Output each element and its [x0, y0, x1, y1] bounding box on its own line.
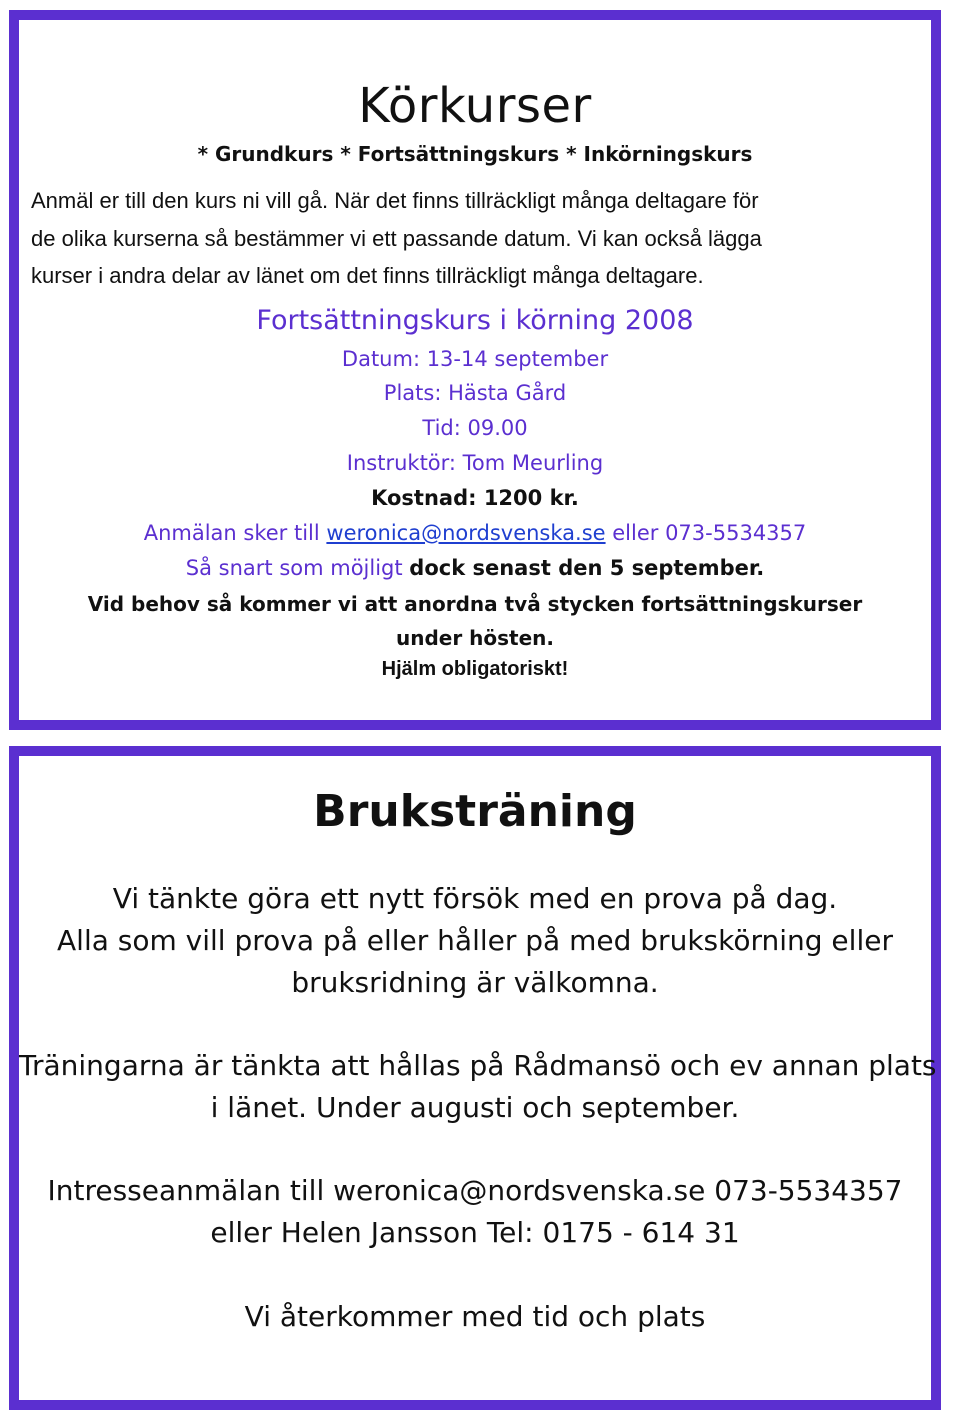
korkurser-panel: [9, 10, 941, 730]
extra-courses-line-1: Vid behov så kommer vi att anordna två stycken fortsättningskurser: [87, 592, 863, 616]
bruks-line-5: i länet. Under augusti och september.: [210, 1091, 740, 1124]
bruks-contact-line-2: eller Helen Jansson Tel: 0175 - 614 31: [210, 1216, 740, 1249]
deadline-line: [19, 556, 931, 580]
bruks-line-2: Alla som vill prova på eller håller på med brukskörning eller: [57, 924, 893, 957]
extra-courses-line-2: under hösten.: [395, 626, 555, 650]
helmet-notice: Hjälm obligatoriskt!: [381, 658, 569, 680]
course-instructor: Instruktör: Tom Meurling: [346, 451, 604, 475]
course-types-subtitle: * Grundkurs * Fortsättningskurs * Inkörningskurs: [197, 142, 753, 166]
course-date: Datum: 13-14 september: [341, 347, 609, 371]
deadline-prefix: Så snart som möjligt: [185, 556, 410, 580]
bruks-contact-line-1: Intresseanmälan till weronica@nordsvenska.se 073-5534357: [47, 1174, 903, 1207]
course-time: Tid: 09.00: [422, 416, 528, 440]
registration-phone: eller 073-5534357: [605, 521, 807, 545]
bruks-closing-line: Vi återkommer med tid och plats: [244, 1300, 706, 1333]
deadline-date: dock senast den 5 september.: [409, 556, 765, 580]
bruks-line-3: bruksridning är välkomna.: [291, 966, 659, 999]
course-heading: Fortsättningskurs i körning 2008: [256, 305, 694, 336]
intro-line-3: kurser i andra delar av länet om det finns tillräckligt många deltagare.: [31, 263, 704, 288]
bruks-line-1: Vi tänkte göra ett nytt försök med en prova på dag.: [112, 882, 838, 915]
intro-line-1: Anmäl er till den kurs ni vill gå. När det finns tillräckligt många deltagare för: [31, 188, 759, 213]
korkurser-title: Körkurser: [358, 78, 592, 134]
course-place: Plats: Hästa Gård: [383, 381, 567, 405]
bruks-line-4: Träningarna är tänkta att hållas på Rådmansö och ev annan plats: [19, 1049, 937, 1082]
email-link[interactable]: weronica@nordsvenska.se: [326, 521, 606, 545]
brukstraning-panel: [9, 746, 941, 1410]
intro-line-2: de olika kurserna så bestämmer vi ett passande datum. Vi kan också lägga: [31, 226, 762, 251]
brukstraning-title: Bruksträning: [313, 786, 637, 837]
registration-line: [19, 521, 931, 545]
course-cost: Kostnad: 1200 kr.: [371, 486, 579, 510]
registration-prefix: Anmälan sker till: [143, 521, 327, 545]
